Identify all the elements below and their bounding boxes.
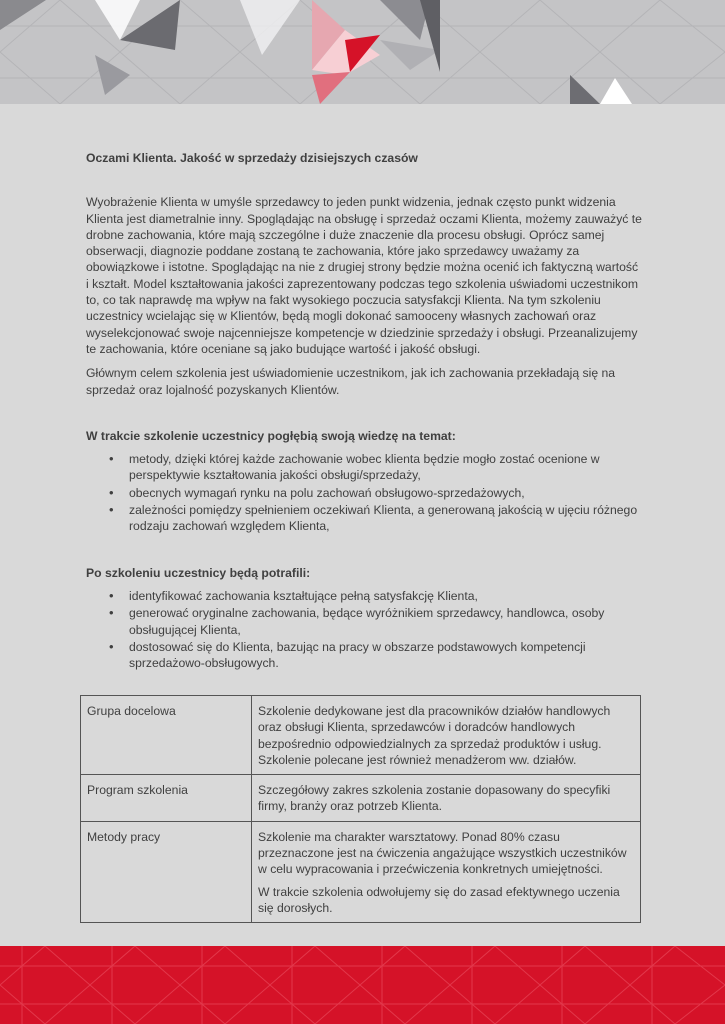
table-row [81, 696, 641, 775]
row-text: Szkolenie ma charakter warsztatowy. Ponad 80% czasu przeznaczone jest na ćwiczenia angażujące wszystkich uczestników w celu wypracowania i przećwiczenia konkretnych umiejętności. [258, 829, 627, 877]
document-body [86, 150, 642, 672]
list-item: • identyfikować zachowania kształtujące pełną satysfakcję Klienta, [129, 588, 642, 604]
list-item: • obecnych wymagań rynku na polu zachowań obsługowo-sprzedażowych, [129, 485, 642, 501]
skills-list [86, 588, 642, 671]
row-label: Metody pracy [81, 821, 252, 922]
row-label: Program szkolenia [81, 775, 252, 822]
row-value [252, 775, 641, 822]
list-item: • metody, dzięki której każde zachowanie wobec klienta będzie mogło zostać ocenione w perspektywie kształtowania jakości obsługi/sprzedaży, [129, 451, 642, 484]
section-knowledge-heading: W trakcie szkolenie uczestnicy pogłębią swoją wiedzę na temat: [86, 428, 456, 443]
document-title: Oczami Klienta. Jakość w sprzedaży dzisiejszych czasów [86, 151, 418, 165]
row-text: W trakcie szkolenia odwołujemy się do zasad efektywnego uczenia się dorosłych. [258, 884, 620, 915]
training-info-table [80, 695, 641, 923]
row-value [252, 696, 641, 775]
list-item: • dostosować się do Klienta, bazując na pracy w obszarze podstawowych kompetencji sprzedażowo-obsługowych. [129, 639, 642, 672]
knowledge-list [86, 451, 642, 534]
intro-paragraph-2: Głównym celem szkolenia jest uświadomienie uczestnikom, jak ich zachowania przekładają się na sprzedaż oraz lojalność pozyskanych Klientów. [86, 366, 616, 397]
footer-triangle-pattern [0, 946, 725, 1024]
intro-paragraph-1: Wyobrażenie Klienta w umyśle sprzedawcy to jeden punkt widzenia, jednak często punkt widzenia Klienta jest diametralnie inny. Spoglądając na obsługę i sprzedaż oczami Klienta, możemy zauważyć te drobne zachowania, które mają szczególne i duże znaczenie dla procesu obsługi. Oprócz samej obserwacji, diagnozie poddane zostaną te zachowania, które jako sprzedawcy uważamy za obowiązkowe i istotne. Spoglądając na nie z drugiej strony będzie można ocenić ich faktyczną wartość i kształt. Model kształtowania jakości zaprezentowany podczas tego szkolenia uświadomi uczestnikom to, co tak naprawdę ma wpływ na fakt wysokiego poczucia satysfakcji Klienta. Na tym szkoleniu uczestnicy wcielając się w Klientów, będą mogli dokonać samooceny własnych zachowań oraz wyselekcjonować swoje najcenniejsze kompetencje w dziedzinie sprzedaży i obsługi. Przeanalizujemy te zachowania, które oceniane są jako budujące wartość i jakość obsługi. [86, 195, 642, 356]
header-triangle-pattern [0, 0, 725, 104]
footer-banner [0, 946, 725, 1024]
row-value [252, 821, 641, 922]
section-skills-heading: Po szkoleniu uczestnicy będą potrafili: [86, 565, 311, 580]
list-item: • generować oryginalne zachowania, będące wyróżnikiem sprzedawcy, handlowca, osoby obsługującej Klienta, [129, 605, 642, 638]
row-text: Szkolenie dedykowane jest dla pracowników działów handlowych oraz obsługi Klienta, sprzedawców i doradców handlowych bezpośrednio odpowiedzialnych za sprzedaż produktów i usług. Szkolenie polecane jest również menadżerom ww. działów. [258, 704, 611, 767]
header-banner [0, 0, 725, 104]
table-row [81, 821, 641, 922]
row-label: Grupa docelowa [81, 696, 252, 775]
table-row [81, 775, 641, 822]
row-text: Szczegółowy zakres szkolenia zostanie dopasowany do specyfiki firmy, branży oraz potrzeb Klienta. [258, 783, 611, 814]
list-item: • zależności pomiędzy spełnieniem oczekiwań Klienta, a generowaną jakością w ujęciu różnego rodzaju zachowań względem Klienta, [129, 502, 642, 535]
